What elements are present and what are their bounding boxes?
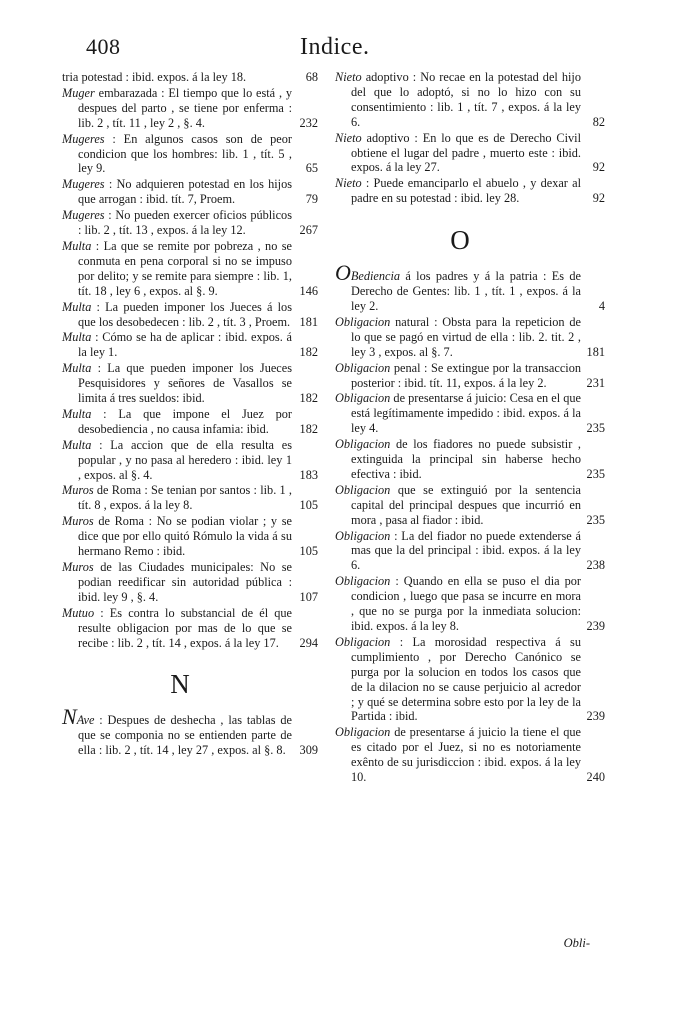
entry-heading: Obligacion xyxy=(335,391,391,406)
index-entry xyxy=(335,391,605,436)
entry-heading: Multa xyxy=(62,406,92,421)
entry-page-ref: 267 xyxy=(299,223,318,238)
entry-page-ref: 232 xyxy=(299,115,318,130)
entry-page-ref: 79 xyxy=(305,192,318,207)
entry-page-ref: 146 xyxy=(299,283,318,298)
index-entry xyxy=(335,315,605,360)
entry-text: tria potestad : ibid. expos. á la ley 18. xyxy=(62,70,247,84)
index-entry xyxy=(62,239,318,299)
entry-text: de presentarse á juicio la tiene el que es citado por el Juez, si no es notoriamente exênto de su jurisdiccion : ibid. expos. á la ley 10. xyxy=(351,725,581,785)
entry-page-ref: 183 xyxy=(299,467,318,482)
entry-page-ref: 181 xyxy=(299,314,318,329)
entry-page-ref: 68 xyxy=(305,70,318,84)
entry-text: : Despues de deshecha , las tablas de que se componia no se entienden parte de ella : lib. 2 , tít. 14 , ley 27 , expos. al §. 8. xyxy=(78,713,292,758)
entry-text: de los fiadores no puede subsistir , extinguida la principal sin haberse hecho efectiva : ibid. xyxy=(351,437,581,481)
entry-heading: Obligacion xyxy=(335,725,391,740)
entry-text: : Quando en ella se puso el dia por condicion , luego que pasa se incurre en mora , que no se purga por la inmediata solucion: ibid. expos. á la ley 8. xyxy=(351,574,581,633)
index-entry xyxy=(62,208,318,238)
entry-page-ref: 107 xyxy=(299,589,318,604)
index-entry xyxy=(62,330,318,360)
index-entry xyxy=(335,131,605,176)
entry-page-ref: 239 xyxy=(586,619,605,633)
entry-page-ref: 309 xyxy=(299,743,318,758)
entry-page-ref: 105 xyxy=(299,544,318,559)
index-entry xyxy=(62,70,318,85)
index-entry xyxy=(335,483,605,528)
index-entry xyxy=(62,132,318,177)
entry-page-ref: 65 xyxy=(305,161,318,176)
entry-heading: Muros xyxy=(62,560,94,574)
entry-heading: Muros xyxy=(62,514,94,529)
entry-text: penal : Se extingue por la transaccion posterior : ibid. tít. 11, expos. á la ley 2. xyxy=(351,360,581,390)
entry-page-ref: 239 xyxy=(586,709,605,724)
entry-heading: Obligacion xyxy=(335,360,391,375)
entry-page-ref: 235 xyxy=(586,512,605,527)
index-entry xyxy=(62,177,318,207)
right-column xyxy=(335,70,605,786)
entry-page-ref: 240 xyxy=(586,770,605,785)
page-title: Indice. xyxy=(300,34,370,60)
entry-heading: Obligacion xyxy=(335,314,391,329)
entry-page-ref: 182 xyxy=(299,391,318,406)
index-entry xyxy=(335,574,605,634)
entry-text: : Es contra lo substancial de él que resulte obligacion por mas de lo que se recibe : lib. 2 , tít. 14 , expos. á la ley 17. xyxy=(78,605,292,650)
entry-text: : La morosidad respectiva á su cumplimiento , por Derecho Canónico se purga por la solucion en todos los casos que de la dilacion no se cause perjuicio al acredor ; y qué se determina sobre esto por la ley de la Partida : ibid. xyxy=(351,634,581,724)
entry-heading: Mugeres xyxy=(62,131,105,146)
entry-text: de las Ciudades municipales: No se podian reedificar sin autoridad pública : ibid. ley 9 , §. 4. xyxy=(78,560,292,604)
index-entry xyxy=(62,300,318,330)
entry-text: embarazada : El tiempo que lo está , y despues del parto , se tiene por enferma : lib. 2 , tít. 11 , ley 2 , §. 4. xyxy=(78,85,292,130)
index-entry xyxy=(62,483,318,513)
entry-heading: Mutuo xyxy=(62,605,95,620)
entry-text: : Puede emanciparlo el abuelo , y dexar al padre en su potestad : ibid. ley 28. xyxy=(351,176,581,206)
index-entry xyxy=(335,260,605,314)
entry-page-ref: 238 xyxy=(586,558,605,573)
entry-page-ref: 182 xyxy=(299,345,318,360)
index-entry xyxy=(335,70,605,130)
index-entry xyxy=(335,529,605,574)
index-entry xyxy=(62,361,318,406)
index-entry xyxy=(62,704,318,758)
index-entry xyxy=(335,437,605,482)
entry-text: adoptivo : No recae en la potestad del hijo del que lo adoptó, si no lo hizo con su consentimiento : lib. 1 , tít. 7 , expos. á la ley 6. xyxy=(351,70,581,129)
entry-heading: Nieto xyxy=(335,130,362,145)
section-letter: N xyxy=(170,669,190,700)
entry-heading: Muger xyxy=(62,85,95,100)
entry-page-ref: 92 xyxy=(592,191,605,206)
drop-cap: O xyxy=(335,260,351,286)
entry-text: de Roma : Se tenian por santos : lib. 1 , tít. 8 , expos. á la ley 8. xyxy=(78,483,292,513)
entry-text: : En algunos casos son de peor condicion que los hombres: lib. 1 , tít. 5 , ley 9. xyxy=(78,131,292,176)
entry-text: : La del fiador no puede extenderse á mas que la del principal : ibid. expos. á la ley 6. xyxy=(351,528,581,573)
entry-page-ref: 235 xyxy=(586,466,605,481)
entry-heading: Mugeres xyxy=(62,177,105,192)
entry-heading: Nieto xyxy=(335,176,362,191)
entry-heading: Obligacion xyxy=(335,574,391,589)
entry-heading: Obligacion xyxy=(335,528,391,543)
entry-text: : La que se remite por pobreza , no se conmuta en pena corporal si no se impuso por delito; y se remite para siempre : lib. 1, tít. 18 , ley 6 , expos. al §. 9. xyxy=(78,238,292,298)
entry-heading: Muros xyxy=(62,483,94,498)
entry-page-ref: 105 xyxy=(299,498,318,513)
entry-text: de Roma : No se podian violar ; y se dice que por ello quitó Rómulo la vida á su hermano Remo : ibid. xyxy=(78,514,292,559)
index-entry xyxy=(62,560,318,605)
entry-text: : No adquieren potestad en los hijos que arrogan : ibid. tít. 7, Proem. xyxy=(78,177,292,207)
entry-heading: Multa xyxy=(62,238,92,253)
left-column xyxy=(62,70,318,759)
entry-heading: Multa xyxy=(62,330,92,345)
entry-heading: Mugeres xyxy=(62,208,105,223)
entry-page-ref: 235 xyxy=(586,421,605,436)
entry-page-ref: 182 xyxy=(299,421,318,436)
entry-page-ref: 92 xyxy=(592,160,605,175)
index-entry xyxy=(62,407,318,437)
section-letter: O xyxy=(450,225,470,256)
entry-page-ref: 294 xyxy=(299,635,318,650)
index-entry xyxy=(335,176,605,206)
entry-text: que se extinguió por la sentencia capital del principal despues que incurrió en mora , pasa al fiador : ibid. xyxy=(351,482,581,527)
entry-page-ref: 82 xyxy=(592,114,605,129)
entry-text: natural : Obsta para la repeticion de lo que se pagó en virtud de ella : lib. 2. tit. 2 , ley 3 , expos. al §. 7. xyxy=(351,314,581,359)
entry-text: : La accion que de ella resulta es popular , y no pasa al heredero : ibid. ley 1 , expos. al §. 4. xyxy=(78,437,292,482)
entry-page-ref: 231 xyxy=(586,375,605,390)
entry-page-ref: 4 xyxy=(598,298,605,313)
index-entry xyxy=(335,725,605,785)
index-entry xyxy=(62,606,318,651)
entry-text: : No pueden exercer oficios públicos : lib. 2 , tít. 13 , expos. á la ley 12. xyxy=(78,208,292,238)
entry-text: : Cómo se ha de aplicar : ibid. expos. á la ley 1. xyxy=(78,330,292,360)
page-number: 408 xyxy=(86,34,121,59)
entry-text: : La que impone el Juez por desobediencia , no causa infamia: ibid. xyxy=(78,406,292,436)
entry-heading: Bediencia xyxy=(350,269,401,284)
entry-heading: Multa xyxy=(62,299,92,314)
entry-heading: Nieto xyxy=(335,70,362,84)
entry-heading: Obligacion xyxy=(335,634,391,649)
drop-cap: N xyxy=(62,704,77,730)
entry-heading: Obligacion xyxy=(335,437,391,452)
entry-heading: Multa xyxy=(62,361,92,376)
catchword: Obli- xyxy=(563,936,590,950)
index-entry xyxy=(62,86,318,131)
index-entry xyxy=(62,514,318,559)
entry-heading: Multa xyxy=(62,437,92,452)
entry-text: : La que pueden imponer los Jueces Pesquisidores y señores de Vasallos se limita á tres sueldos: ibid. xyxy=(78,361,292,406)
entry-text: adoptivo : En lo que es de Derecho Civil obtiene el lugar del padre , muerto este : ibid. expos. á la ley 27. xyxy=(351,130,581,175)
entry-text: á los padres y á la patria : Es de Derecho de Gentes: lib. 1 , tít. 1 , expos. á la ley 2. xyxy=(351,269,581,313)
entry-text: de presentarse á juicio: Cesa en el que está legítimamente impedido : ibid. expos. á la ley 4. xyxy=(351,391,581,436)
index-entry xyxy=(62,438,318,483)
entry-heading: Obligacion xyxy=(335,482,391,497)
index-entry xyxy=(335,361,605,391)
entry-heading: Ave xyxy=(76,713,95,728)
entry-page-ref: 181 xyxy=(586,344,605,359)
index-entry xyxy=(335,635,605,724)
entry-text: : La pueden imponer los Jueces á los que los desobedecen : lib. 2 , tít. 3 , Proem. xyxy=(78,299,292,329)
